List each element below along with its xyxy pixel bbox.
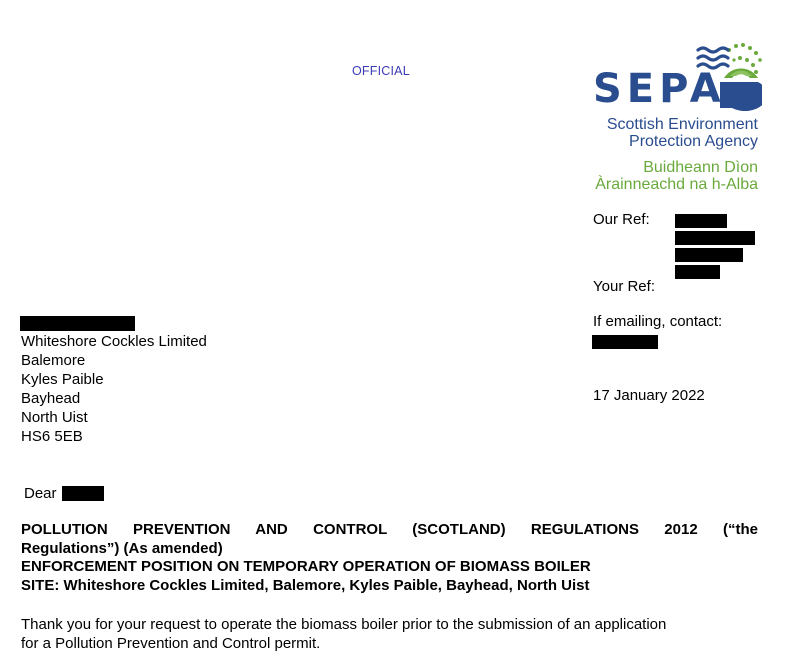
body-line-1: Thank you for your request to operate the biomass boiler prior to the submission of an application (21, 616, 667, 633)
contact-label: If emailing, contact: (593, 313, 723, 330)
address-line: HS6 5EB (21, 428, 83, 445)
our-ref-redaction-1 (675, 214, 727, 228)
address-line: Balemore (21, 352, 86, 369)
recipient-name-redaction (20, 316, 135, 331)
heading-line-1: POLLUTION PREVENTION AND CONTROL (SCOTLAND) REGULATIONS 2012 (“the (21, 521, 758, 538)
letter-heading (21, 521, 758, 595)
heading-line-4: SITE: Whiteshore Cockles Limited, Balemore, Kyles Paible, Bayhead, North Uist (21, 576, 590, 594)
classification-label: OFFICIAL (352, 64, 410, 78)
sepa-logo (590, 36, 762, 196)
letter-date: 17 January 2022 (593, 387, 705, 404)
salutation: Dear (24, 485, 57, 502)
our-ref-label: Our Ref: (593, 211, 650, 228)
contact-redaction (592, 335, 658, 349)
your-ref-label: Your Ref: (593, 278, 655, 295)
org-name-en-line1: Scottish Environment (606, 116, 758, 133)
our-ref-redaction-4 (675, 265, 720, 279)
our-ref-redaction-2 (675, 231, 755, 245)
address-line: Whiteshore Cockles Limited (21, 333, 207, 350)
body-line-2: for a Pollution Prevention and Control permit. (21, 635, 321, 652)
salutation-name-redaction (62, 486, 104, 501)
heading-line-2: Regulations”) (As amended) (21, 539, 223, 557)
address-line: Bayhead (21, 390, 81, 407)
heading-line-3: ENFORCEMENT POSITION ON TEMPORARY OPERATION OF BIOMASS BOILER (21, 558, 591, 575)
our-ref-redaction-3 (675, 248, 743, 262)
address-line: Kyles Paible (21, 371, 104, 388)
org-name-gd-line2: Àrainneachd na h-Alba (595, 176, 758, 193)
letter-body-paragraph (21, 615, 758, 653)
org-name-en-line2: Protection Agency (629, 133, 758, 150)
recipient-address (21, 332, 207, 446)
sepa-acronym: SEPA (593, 66, 726, 112)
address-line: North Uist (21, 409, 88, 426)
org-name-gd-line1: Buidheann Dìon (643, 159, 758, 176)
